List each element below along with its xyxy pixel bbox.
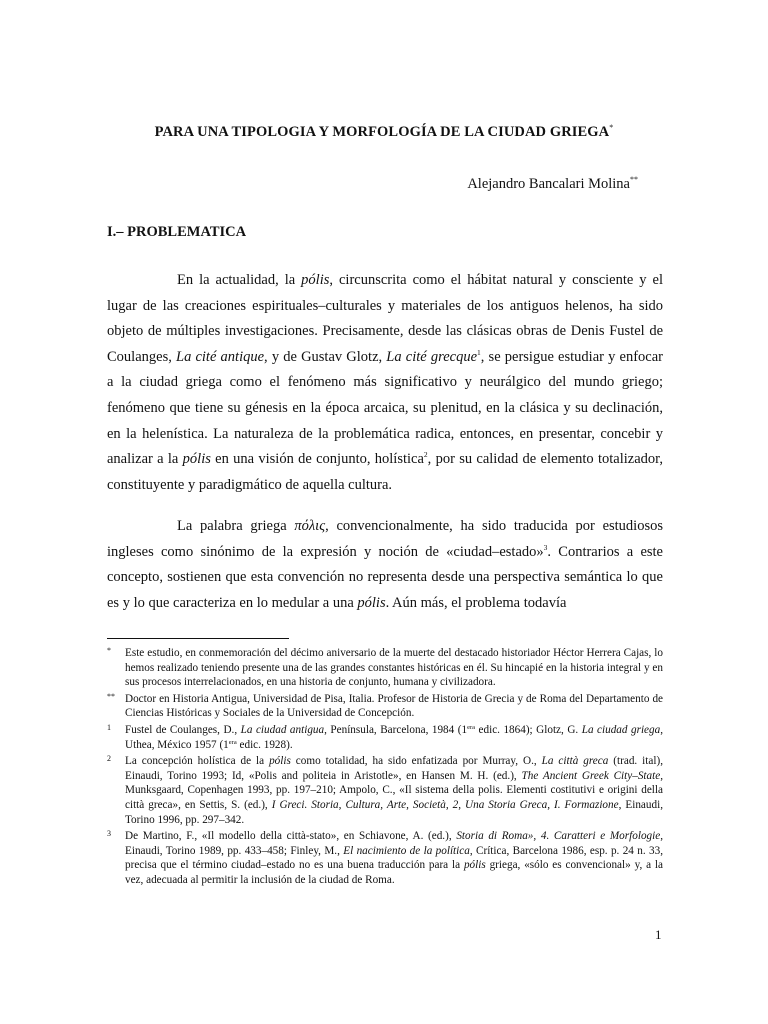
fn1-super-1: era	[467, 723, 476, 731]
p2-text-3: . Contrarios a este concepto, sostienen que esta convención no representa desde una perspectiva semántica lo que es y lo que caracteriza en lo medular a una	[107, 543, 663, 611]
footnote-separator	[107, 638, 289, 639]
footnote-author	[107, 692, 663, 721]
footnote-mark: 2	[107, 754, 111, 764]
p2-text-2: , convencionalmente, ha sido traducida por estudiosos ingleses como sinónimo de la expresión y noción de «ciudad–estado»	[107, 518, 663, 560]
footnote-title	[107, 646, 663, 690]
author-name: Alejandro Bancalari Molina	[467, 176, 630, 192]
fn2-text-4: , Munksgaard, Copenhagen 1993, pp. 197–210; Ampolo, C., «Il sistema della polis. Elementi costitutivi e origini della città greca», en Settis, S. (ed.),	[125, 769, 663, 811]
footnote-3	[107, 829, 663, 887]
body-paragraph-1	[107, 268, 663, 498]
footnote-ref-2[interactable]: 2	[423, 450, 428, 460]
fn3-text-2: , Einaudi, Torino 1989, pp. 433–458; Finley, M.,	[125, 830, 663, 857]
fn3-text-3: , Crítica, Barcelona 1986, esp. p. 24 n. 33, precisa que el término ciudad–estado no es una buena traducción para la	[125, 844, 664, 872]
fn3-italic-3: pólis	[463, 859, 486, 872]
fn1-text-3: edic. 1864); Glotz, G.	[475, 723, 582, 736]
footnote-mark: **	[107, 691, 115, 701]
footnote-text	[125, 723, 663, 752]
footnote-mark: 1	[107, 722, 111, 732]
footnote-text	[125, 829, 663, 887]
fn3-italic-2: El nacimiento de la política	[343, 844, 470, 857]
footnote-mark: *	[107, 646, 111, 655]
page-number: 1	[655, 927, 662, 942]
author-line	[467, 175, 638, 193]
fn1-text-5: edic. 1928).	[236, 738, 293, 751]
footnote-2	[107, 754, 663, 827]
footnote-mark: 3	[107, 829, 111, 839]
author-footnote-mark: **	[630, 175, 638, 184]
fn1-italic-2: La ciudad griega	[581, 723, 661, 736]
footnote-ref-1[interactable]: 1	[477, 347, 481, 357]
p1-italic-1: pólis	[301, 272, 330, 288]
paper-title	[0, 123, 768, 141]
p2-greek-word: πόλις	[294, 518, 326, 534]
fn1-text-4: , Uthea, México 1957 (1	[125, 723, 664, 751]
fn1-text-1: Fustel de Coulanges, D.,	[125, 723, 241, 736]
p1-italic-3: La cité grecque	[386, 348, 478, 365]
p2-text-1: La palabra griega	[177, 518, 295, 534]
fn2-italic-4: I Greci. Storia, Cultura, Arte, Società, 2, Una Storia Greca, I. Formazione	[271, 798, 619, 811]
footnote-ref-3[interactable]: 3	[543, 542, 548, 552]
fn1-italic-1: La ciudad antigua	[240, 723, 325, 736]
footnote-text: Doctor en Historia Antigua, Universidad de Pisa, Italia. Profesor de Historia de Grecia y de Roma del Departamento de Ciencias Históricas y Sociales de la Universidad de Concepción.	[125, 692, 663, 720]
p2-italic-2: pólis	[357, 594, 386, 611]
footnotes	[107, 646, 663, 890]
p1-text-4: , se persigue estudiar y enfocar a la ciudad griega como el fenómeno más significativo y neurálgico del mundo griego; fenómeno que tiene su génesis en la época arcaica, su plenitud, en la clásica y su declinación, en la helenística. La naturaleza de la problemática radica, entonces, en presentar, concebir y analizar a la	[107, 348, 663, 468]
title-footnote-mark: *	[609, 123, 614, 132]
fn1-super-2: era	[228, 738, 237, 746]
p1-text-2: , circunscrita como el hábitat natural y consciente y el lugar de las creaciones espirituales–culturales y materiales de los antiguos helenos, ha sido objeto de múltiples investigaciones. Precisamente, desde las clásicas obras de Denis Fustel de Coulanges,	[107, 272, 663, 365]
p1-italic-2: La cité antique	[176, 348, 265, 365]
p2-text-4: . Aún más, el problema todavía	[385, 594, 567, 611]
footnote-text	[125, 754, 663, 827]
fn2-text-3: (trad. ital), Einaudi, Torino 1993; Id, «Polis and politeia in Aristotle», en Hansen M. H. (ed.),	[125, 755, 663, 782]
title-text: PARA UNA TIPOLOGIA Y MORFOLOGÍA DE LA CIUDAD GRIEGA	[154, 124, 610, 140]
fn3-italic-1: Storia di Roma», 4. Caratteri e Morfologie	[456, 830, 661, 843]
p1-text-6: , por su calidad de elemento totalizador, constituyente y paradigmático de aquella cultura.	[107, 451, 664, 493]
fn2-text-2: como totalidad, ha sido enfatizada por Murray, O.,	[290, 755, 542, 768]
fn2-italic-1: pólis	[269, 755, 291, 768]
footnote-text: Este estudio, en conmemoración del décimo aniversario de la muerte del destacado historiador Héctor Herrera Cajas, lo hemos realizado teniendo presente una de las grandes constantes históricas en él. Su hincapié en la historia integral y en sus procesos interrelacionados, en una historia de conjunto, humana y civilizadora.	[125, 647, 663, 689]
body-paragraph-2	[107, 514, 663, 616]
fn2-text-1: La concepción holística de la	[125, 755, 270, 768]
p1-italic-4: pólis	[182, 451, 211, 468]
fn3-text-1: De Martino, F., «Il modello della città-stato», en Schiavone, A. (ed.),	[125, 830, 457, 843]
fn3-text-4: griega, «sólo es convencional» y, a la vez, adecuada al permitir la inclusión de la ciudad de Roma.	[125, 859, 664, 886]
fn1-text-2: , Península, Barcelona, 1984 (1	[324, 723, 468, 736]
p1-text-1: En la actualidad, la	[177, 272, 302, 288]
fn2-italic-2: La città greca	[541, 755, 609, 768]
section-heading: I.– PROBLEMATICA	[107, 224, 247, 240]
fn2-italic-3: The Ancient Greek City–State	[521, 769, 661, 782]
p1-text-3: , y de Gustav Glotz,	[264, 348, 387, 365]
p1-text-5: en una visión de conjunto, holística	[210, 451, 424, 468]
footnote-1	[107, 723, 663, 752]
fn2-text-5: , Einaudi, Torino 1996, pp. 297–342.	[125, 798, 663, 826]
